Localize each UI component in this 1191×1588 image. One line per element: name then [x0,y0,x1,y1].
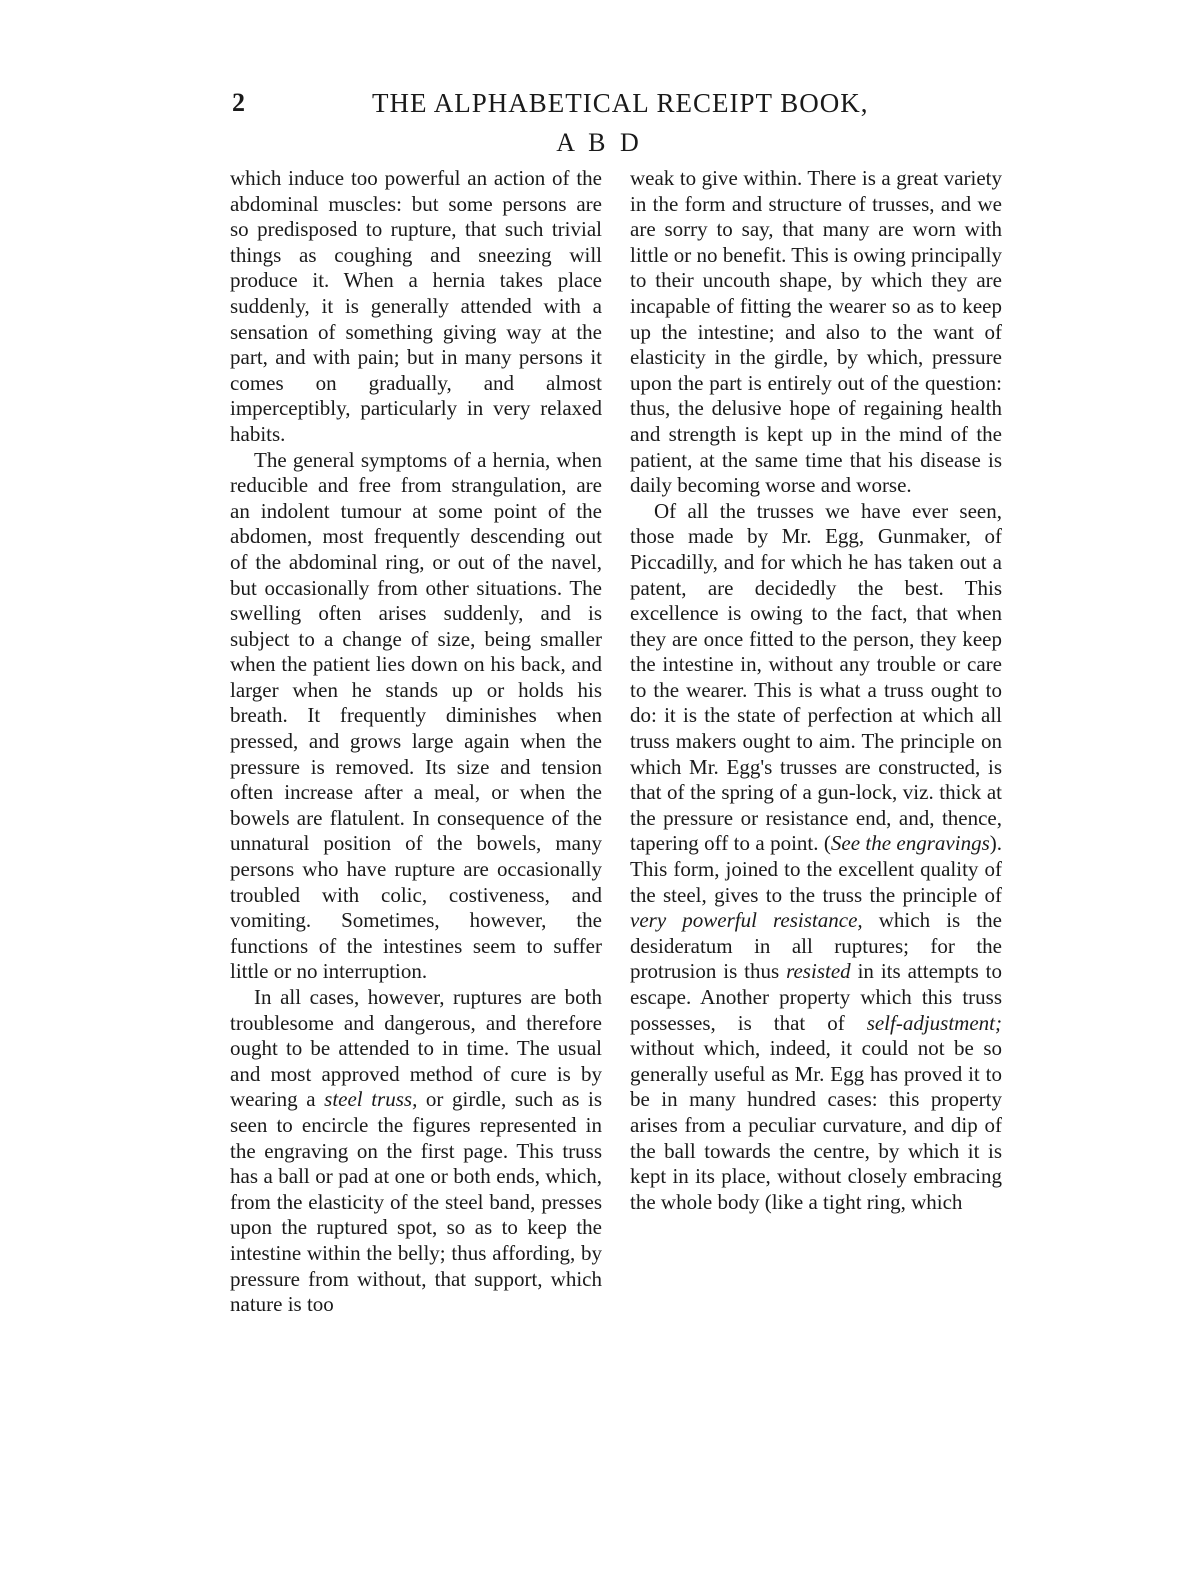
paragraph: Of all the trusses we have ever seen, those made by Mr. Egg, Gunmaker, of Piccadilly, and for which he has taken out a patent, are decidedly the best. This excellence is owing to the fact, that when they are once fitted to the person, they keep the intestine in, without any trouble or care to the wearer. This is what a truss ought to do: it is the state of perfection at which all truss makers ought to aim. The principle on which Mr. Egg's trusses are constructed, is that of the spring of a gun-lock, viz. thick at the pressure or resistance end, and, thence, tapering off to a point. (See the engravings). This form, joined to the excellent quality of the steel, gives to the truss the principle of very powerful resistance, which is the desideratum in all ruptures; for the protrusion is thus resisted in its attempts to escape. Another property which this truss possesses, is that of self-adjustment; without which, indeed, it could not be so generally useful as Mr. Egg has proved it to be in many hundred cases: this property arises from a peculiar curvature, and dip of the ball towards the centre, by which it is kept in its place, without closely embracing the whole body (like a tight ring, which [630,498,1002,1214]
paragraph: which induce too powerful an action of the abdominal muscles: but some persons are so predisposed to rupture, that such trivial things as coughing and sneezing will produce it. When a hernia takes place suddenly, it is generally attended with a sensation of something giving way at the part, and with pain; but in many persons it comes on gradually, and almost imperceptibly, particularly in very relaxed habits. [230,166,602,446]
running-head [0,88,1191,128]
paragraph: In all cases, however, ruptures are both troublesome and dangerous, and therefore ought to be attended to in time. The usual and most approved method of cure is by wearing a steel truss, or girdle, such as is seen to encircle the figures represented in the engraving on the first page. This truss has a ball or pad at one or both ends, which, from the elasticity of the steel band, presses upon the ruptured spot, so as to keep the intestine within the belly; thus affording, by pressure from without, that support, which nature is too [230,985,602,1317]
section-heading: A B D [556,128,643,157]
italic-term: very powerful resistance, [630,908,863,933]
right-column [630,166,1002,1215]
paragraph: The general symptoms of a hernia, when reducible and free from strangulation, are an indolent tumour at some point of the abdomen, most frequently descending out of the abdominal ring, or out of the navel, but occasionally from other situations. The swelling often arises suddenly, and is subject to a change of size, being smaller when the patient lies down on his back, and larger when he stands up or holds his breath. It frequently diminishes when pressed, and grows large again when the pressure is removed. Its size and tension often increase after a meal, or when the bowels are flatulent. In consequence of the unnatural position of the bowels, many persons who have rupture are occasionally troubled with colic, costiveness, and vomiting. Sometimes, however, the functions of the intestines seem to suffer little or no interruption. [230,447,602,984]
left-column [230,166,602,1318]
italic-term: steel truss, [324,1087,418,1112]
italic-reference: See the engravings [830,831,990,856]
book-title: THE ALPHABETICAL RECEIPT BOOK, [372,88,869,118]
page-number: 2 [232,88,245,117]
italic-term: self-adjustment; [866,1010,1002,1035]
italic-term: resisted [786,959,851,984]
paragraph: weak to give within. There is a great variety in the form and structure of trusses, and we are sorry to say, that many are worn with little or no benefit. This is owing principally to their uncouth shape, by which they are incapable of fitting the wearer so as to keep up the intestine; and also to the want of elasticity in the girdle, by which, pressure upon the part is entirely out of the question: thus, the delusive hope of regaining health and strength is kept up in the mind of the patient, at the same time that his disease is daily becoming worse and worse. [630,166,1002,498]
